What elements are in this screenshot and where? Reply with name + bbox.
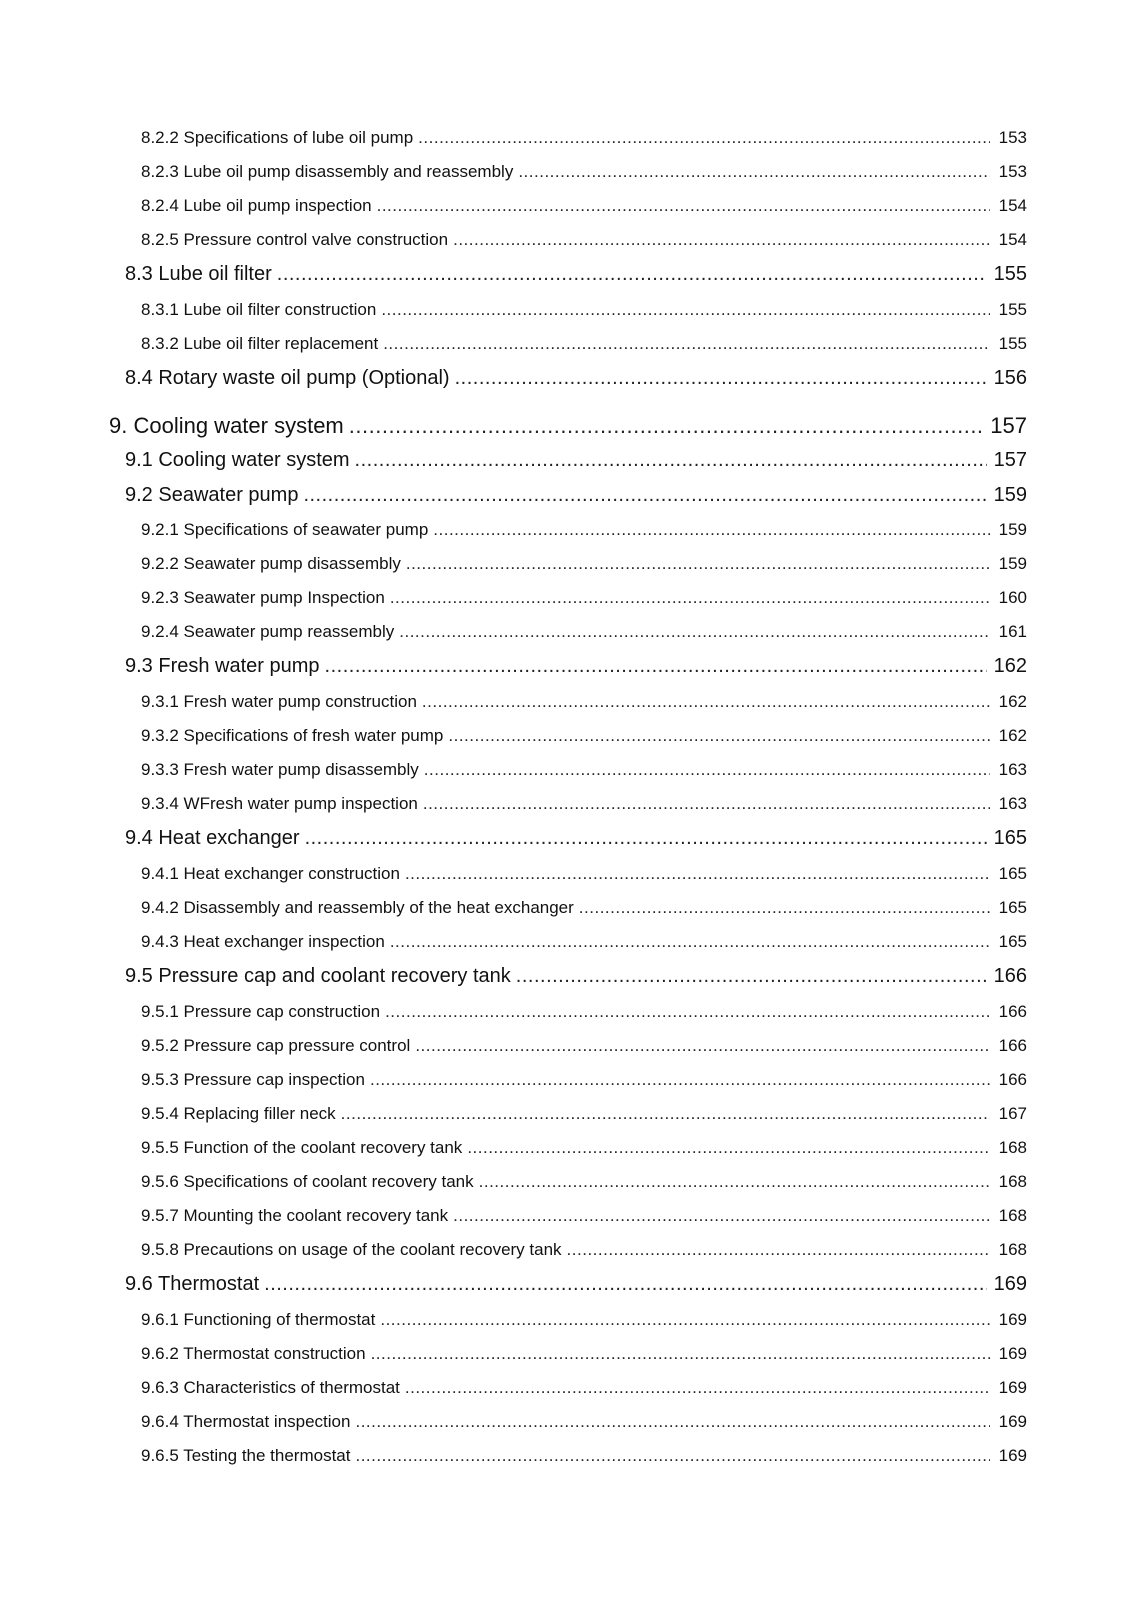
toc-dot-leader [518,162,990,182]
toc-entry[interactable] [141,196,1027,216]
toc-entry[interactable] [141,622,1027,642]
toc-entry-title: 8.3.1 Lube oil filter construction [141,300,377,319]
toc-entry-title: 9.2.1 Specifications of seawater pump [141,520,429,539]
toc-entry-page: 159 [998,554,1027,573]
toc-entry-title: 8.2.2 Specifications of lube oil pump [141,128,414,147]
toc-entry-title: 9.5.1 Pressure cap construction [141,1002,381,1021]
toc-dot-leader [383,334,990,354]
toc-entry-page: 157 [993,449,1027,471]
toc-entry-title: 9.5.6 Specifications of coolant recovery tank [141,1172,474,1191]
toc-dot-leader [579,898,990,918]
toc-entry-page: 166 [998,1036,1027,1055]
toc-dot-leader [448,726,990,746]
toc-entry-page: 154 [998,230,1027,249]
toc-entry-page: 166 [993,965,1027,987]
toc-entry-title: 9.5.8 Precautions on usage of the coolant recovery tank [141,1240,562,1259]
toc-entry-page: 168 [998,1138,1027,1157]
toc-entry[interactable] [141,162,1027,182]
toc-dot-leader [390,588,990,608]
toc-entry-title: 9.5.7 Mounting the coolant recovery tank [141,1206,449,1225]
toc-entry[interactable] [141,1104,1027,1124]
toc-entry-title: 9.5.4 Replacing filler neck [141,1104,336,1123]
toc-entry[interactable] [125,1273,1027,1296]
toc-dot-leader [405,1378,990,1398]
toc-entry-title: 8.4 Rotary waste oil pump (Optional) [125,367,450,389]
toc-dot-leader [385,1002,990,1022]
toc-entry[interactable] [141,726,1027,746]
toc-entry[interactable] [141,864,1027,884]
toc-dot-leader [390,932,990,952]
toc-dot-leader [433,520,990,540]
toc-entry-page: 169 [998,1412,1027,1431]
toc-entry-page: 155 [993,263,1027,285]
toc-entry-page: 168 [998,1172,1027,1191]
toc-dot-leader [567,1240,990,1260]
toc-entry[interactable] [141,588,1027,608]
toc-entry-title: 9.3.1 Fresh water pump construction [141,692,417,711]
toc-entry[interactable] [109,413,1027,439]
toc-entry-title: 8.2.3 Lube oil pump disassembly and reassembly [141,162,514,181]
toc-entry-title: 9.4.3 Heat exchanger inspection [141,932,385,951]
toc-dot-leader [303,484,987,507]
toc-entry[interactable] [141,230,1027,250]
toc-entry-page: 166 [998,1002,1027,1021]
toc-entry-title: 9.6.5 Testing the thermostat [141,1446,351,1465]
toc-entry-page: 153 [998,162,1027,181]
toc-entry-title: 8.2.5 Pressure control valve construction [141,230,449,249]
toc-entry-page: 162 [993,655,1027,677]
toc-entry-title: 9.2.2 Seawater pump disassembly [141,554,401,573]
toc-entry-title: 9.6.3 Characteristics of thermostat [141,1378,400,1397]
toc-entry-title: 9.6 Thermostat [125,1273,260,1295]
toc-dot-leader [355,449,987,472]
toc-entry[interactable] [125,655,1027,678]
toc-dot-leader [277,263,987,286]
toc-entry[interactable] [141,932,1027,952]
toc-entry[interactable] [141,760,1027,780]
toc-dot-leader [325,655,987,678]
toc-entry[interactable] [141,300,1027,320]
toc-entry[interactable] [141,1138,1027,1158]
toc-dot-leader [341,1104,990,1124]
toc-entry[interactable] [141,794,1027,814]
toc-entry[interactable] [141,520,1027,540]
toc-dot-leader [380,1310,990,1330]
toc-entry-page: 169 [998,1378,1027,1397]
toc-entry-title: 9.6.1 Functioning of thermostat [141,1310,376,1329]
toc-entry-title: 9.3.4 WFresh water pump inspection [141,794,418,813]
toc-dot-leader [415,1036,990,1056]
toc-entry-page: 157 [990,413,1027,438]
toc-entry-page: 160 [998,588,1027,607]
toc-entry-page: 169 [998,1446,1027,1465]
toc-dot-leader [349,413,984,439]
toc-entry[interactable] [141,1378,1027,1398]
toc-entry-page: 161 [998,622,1027,641]
toc-entry[interactable] [141,1344,1027,1364]
toc-entry-page: 167 [998,1104,1027,1123]
toc-entry-page: 166 [998,1070,1027,1089]
toc-entry[interactable] [141,1172,1027,1192]
toc-dot-leader [406,554,990,574]
toc-dot-leader [422,692,990,712]
toc-entry[interactable] [125,263,1027,286]
toc-dot-leader [399,622,990,642]
toc-entry[interactable] [141,1002,1027,1022]
toc-entry-title: 9.6.4 Thermostat inspection [141,1412,351,1431]
toc-dot-leader [453,230,990,250]
toc-entry-title: 9.3.3 Fresh water pump disassembly [141,760,419,779]
toc-entry-title: 9.5 Pressure cap and coolant recovery tank [125,965,511,987]
toc-entry-title: 9.3 Fresh water pump [125,655,320,677]
toc-entry-page: 165 [998,898,1027,917]
toc-dot-leader [479,1172,990,1192]
toc-dot-leader [370,1070,990,1090]
toc-entry[interactable] [141,1412,1027,1432]
toc-dot-leader [355,1446,990,1466]
toc-dot-leader [405,864,990,884]
toc-entry-page: 154 [998,196,1027,215]
toc-entry[interactable] [141,1310,1027,1330]
toc-entry-title: 9.4 Heat exchanger [125,827,300,849]
toc-entry-page: 169 [993,1273,1027,1295]
toc-entry-title: 9.5.5 Function of the coolant recovery tank [141,1138,463,1157]
toc-entry-title: 9.4.1 Heat exchanger construction [141,864,400,883]
toc-entry-title: 8.3.2 Lube oil filter replacement [141,334,379,353]
toc-entry-page: 153 [998,128,1027,147]
toc-entry-page: 168 [998,1206,1027,1225]
toc-dot-leader [355,1412,990,1432]
toc-entry-page: 165 [993,827,1027,849]
toc-entry-title: 9.5.3 Pressure cap inspection [141,1070,365,1089]
toc-entry-page: 162 [998,692,1027,711]
toc-dot-leader [371,1344,990,1364]
toc-entry-page: 163 [998,794,1027,813]
toc-entry[interactable] [141,1446,1027,1466]
toc-entry-title: 9.2 Seawater pump [125,484,299,506]
toc-entry-page: 159 [993,484,1027,506]
toc-dot-leader [453,1206,990,1226]
toc-entry-page: 165 [998,864,1027,883]
toc-dot-leader [424,760,990,780]
toc-dot-leader [455,367,987,390]
toc-entry-page: 155 [998,334,1027,353]
toc-dot-leader [423,794,990,814]
toc-dot-leader [381,300,990,320]
toc-entry[interactable] [141,1070,1027,1090]
toc-entry[interactable] [125,827,1027,850]
toc-entry-title: 9.4.2 Disassembly and reassembly of the heat exchanger [141,898,574,917]
toc-entry-page: 156 [993,367,1027,389]
toc-entry-title: 9.1 Cooling water system [125,449,350,471]
toc-entry[interactable] [141,334,1027,354]
toc-entry[interactable] [125,484,1027,507]
toc-entry-title: 9. Cooling water system [109,413,344,438]
toc-entry[interactable] [141,692,1027,712]
toc-entry-title: 9.2.4 Seawater pump reassembly [141,622,395,641]
toc-entry[interactable] [141,554,1027,574]
toc-entry[interactable] [125,449,1027,472]
toc-entry[interactable] [125,367,1027,390]
toc-entry-title: 9.3.2 Specifications of fresh water pump [141,726,444,745]
toc-entry[interactable] [141,1036,1027,1056]
toc-entry-page: 165 [998,932,1027,951]
toc-entry[interactable] [141,1240,1027,1260]
toc-entry[interactable] [125,965,1027,988]
toc-dot-leader [264,1273,987,1296]
toc-entry-page: 169 [998,1310,1027,1329]
toc-entry-page: 162 [998,726,1027,745]
toc-dot-leader [418,128,990,148]
toc-entry[interactable] [141,128,1027,148]
toc-dot-leader [467,1138,990,1158]
toc-dot-leader [516,965,987,988]
toc-entry-title: 9.6.2 Thermostat construction [141,1344,366,1363]
toc-entry-title: 8.2.4 Lube oil pump inspection [141,196,372,215]
toc-entry-title: 8.3 Lube oil filter [125,263,272,285]
toc-entry-page: 169 [998,1344,1027,1363]
toc-entry-title: 9.5.2 Pressure cap pressure control [141,1036,411,1055]
toc-dot-leader [305,827,987,850]
toc-entry[interactable] [141,898,1027,918]
toc-entry[interactable] [141,1206,1027,1226]
toc-entry-page: 168 [998,1240,1027,1259]
toc-entry-page: 163 [998,760,1027,779]
toc-dot-leader [377,196,990,216]
toc-entry-page: 159 [998,520,1027,539]
toc-entry-title: 9.2.3 Seawater pump Inspection [141,588,385,607]
toc-entry-page: 155 [998,300,1027,319]
